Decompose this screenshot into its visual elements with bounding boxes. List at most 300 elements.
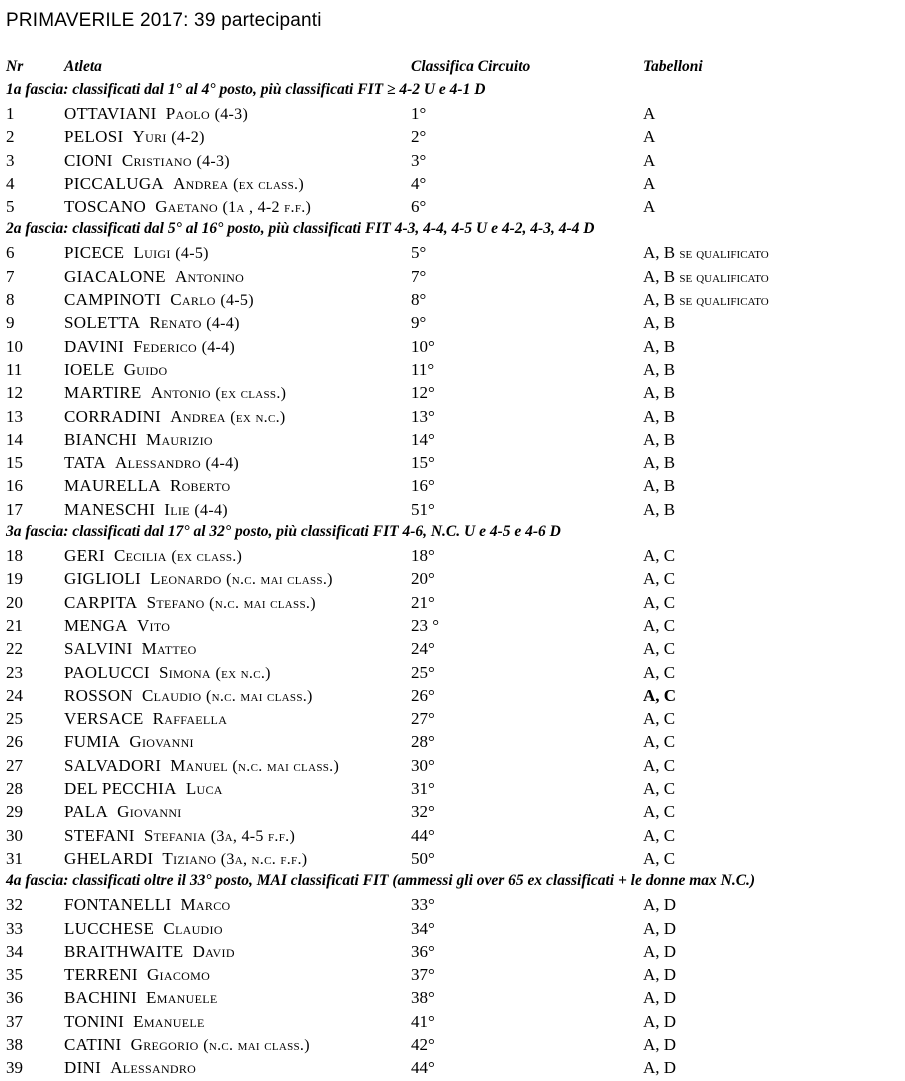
row-nr: 1 <box>6 104 15 123</box>
circuit-rank: 44° <box>411 825 435 845</box>
tabelloni-draws: A, B <box>643 266 676 286</box>
fascia-heading: 2a fascia: classificati dal 5° al 16° posto, più classificati FIT 4-3, 4-4, 4-5 U e 4-2, 4-3, 4-4 D <box>6 220 595 238</box>
table-row <box>0 685 905 708</box>
athlete-note: (n.c. mai class.) <box>203 1036 310 1054</box>
row-nr: 38 <box>6 1034 23 1054</box>
row-nr: 3 <box>6 150 15 170</box>
athlete-first-name: Alessandro <box>110 1058 197 1078</box>
athlete-last-name: GIACALONE <box>64 266 166 286</box>
athlete-name <box>64 266 244 288</box>
table-row <box>0 196 905 219</box>
athlete-name <box>64 662 271 685</box>
table-row <box>0 755 905 778</box>
athlete-note: (3a, n.c. f.f.) <box>220 850 308 868</box>
header-classifica: Classifica Circuito <box>411 58 531 75</box>
tabelloni-value <box>643 545 675 567</box>
row-nr: 16 <box>6 476 23 496</box>
athlete-note: (ex class.) <box>171 548 243 566</box>
athlete-note: (4-4) <box>205 455 240 473</box>
tabelloni-value <box>643 103 655 125</box>
table-row <box>0 708 905 731</box>
tabelloni-value <box>643 801 675 823</box>
circuit-rank: 21° <box>411 592 435 612</box>
tabelloni-draws: A, D <box>643 988 677 1008</box>
athlete-name <box>64 475 230 497</box>
table-row <box>0 941 905 964</box>
tabelloni-value <box>643 638 675 660</box>
row-nr: 10 <box>6 336 23 356</box>
tabelloni-value <box>643 1057 676 1079</box>
athlete-last-name: PICECE <box>64 243 125 263</box>
athlete-first-name: Claudio <box>163 918 223 938</box>
tabelloni-draws: A, B <box>643 290 676 310</box>
table-row <box>0 918 905 941</box>
athlete-last-name: DINI <box>64 1058 102 1078</box>
circuit-rank: 37° <box>411 965 435 985</box>
athlete-note: (n.c. mai class.) <box>226 571 333 589</box>
athlete-last-name: BIANCHI <box>64 429 137 449</box>
tabelloni-value <box>643 429 675 451</box>
row-nr: 24 <box>6 685 23 705</box>
row-nr: 8 <box>6 290 15 310</box>
athlete-last-name: DEL PECCHIA <box>64 779 177 799</box>
tabelloni-draws: A, B <box>643 476 676 496</box>
circuit-rank: 30° <box>411 755 435 775</box>
athlete-first-name: Simona <box>158 662 211 682</box>
athlete-note: (4-4) <box>201 338 236 356</box>
circuit-rank: 18° <box>411 546 435 566</box>
circuit-rank: 1° <box>411 104 427 123</box>
tabelloni-note: se qualificato <box>679 268 769 286</box>
tabelloni-draws: A, B <box>643 429 676 449</box>
athlete-first-name: Renato <box>149 313 202 333</box>
circuit-rank: 20° <box>411 569 435 589</box>
athlete-name <box>64 755 339 778</box>
table-row <box>0 825 905 848</box>
circuit-rank: 25° <box>411 662 435 682</box>
table-row <box>0 499 905 522</box>
tabelloni-draws: A, C <box>643 755 676 775</box>
tabelloni-draws: A, C <box>643 639 676 659</box>
athlete-first-name: Alessandro <box>115 453 201 473</box>
circuit-rank: 7° <box>411 266 427 286</box>
row-nr: 18 <box>6 546 23 566</box>
tabelloni-value <box>643 778 675 800</box>
circuit-rank: 5° <box>411 243 427 263</box>
athlete-first-name: Vito <box>136 615 171 635</box>
athlete-first-name: Stefania <box>143 825 207 845</box>
athlete-first-name: Matteo <box>141 639 197 659</box>
athlete-last-name: CIONI <box>64 150 113 170</box>
athlete-last-name: GERI <box>64 546 105 566</box>
athlete-name <box>64 1057 196 1079</box>
athlete-name <box>64 941 235 963</box>
athlete-first-name: Maurizio <box>146 429 213 449</box>
athlete-last-name: SALVADORI <box>64 755 162 775</box>
tabelloni-draws: A, B <box>643 243 676 263</box>
circuit-rank: 34° <box>411 918 435 938</box>
row-nr: 39 <box>6 1058 23 1078</box>
tabelloni-draws: A, B <box>643 499 676 519</box>
athlete-note: (4-4) <box>194 501 228 519</box>
tabelloni-value <box>643 475 675 497</box>
athlete-name <box>64 126 205 149</box>
tabelloni-value <box>643 359 675 381</box>
tabelloni-draws: A, D <box>643 941 677 961</box>
tabelloni-draws: A, D <box>643 918 677 938</box>
tabelloni-draws: A, C <box>643 802 676 822</box>
athlete-first-name: Roberto <box>169 476 231 496</box>
athlete-name <box>64 987 218 1009</box>
athlete-first-name: Antonino <box>174 266 245 286</box>
athlete-first-name: Luca <box>185 779 223 799</box>
circuit-rank: 23 ° <box>411 615 440 635</box>
circuit-rank: 26° <box>411 685 435 705</box>
athlete-name <box>64 406 286 429</box>
row-nr: 25 <box>6 709 23 729</box>
tabelloni-draws: A <box>643 150 656 170</box>
tabelloni-value <box>643 964 676 986</box>
table-header <box>0 58 905 80</box>
tabelloni-draws: A, D <box>643 1011 677 1031</box>
circuit-rank: 3° <box>411 150 427 170</box>
circuit-rank: 11° <box>411 359 435 379</box>
tabelloni-draws: A, C <box>643 825 676 845</box>
athlete-last-name: MANESCHI <box>64 499 156 519</box>
tabelloni-draws: A, D <box>643 1034 677 1054</box>
table-row <box>0 150 905 173</box>
circuit-rank: 27° <box>411 709 435 729</box>
circuit-rank: 24° <box>411 639 435 659</box>
fascia-heading: 4a fascia: classificati oltre il 33° posto, MAI classificati FIT (ammessi gli over 65 ex classificati + le donne max N.C.) <box>6 872 756 890</box>
athlete-last-name: PALA <box>64 802 109 822</box>
tabelloni-value <box>643 894 676 916</box>
row-nr: 27 <box>6 755 23 775</box>
athlete-name <box>64 685 313 708</box>
athlete-name <box>64 429 213 451</box>
table-row <box>0 778 905 801</box>
tabelloni-draws: A, D <box>643 895 677 915</box>
athlete-first-name: Emanuele <box>146 988 218 1008</box>
athlete-last-name: FUMIA <box>64 732 121 752</box>
table-row <box>0 312 905 335</box>
tabelloni-draws: A <box>643 104 656 123</box>
table-row <box>0 406 905 429</box>
athlete-name <box>64 103 248 126</box>
circuit-rank: 36° <box>411 941 435 961</box>
athlete-last-name: IOELE <box>64 359 115 379</box>
athlete-note: (ex class.) <box>233 175 304 193</box>
tabelloni-value <box>643 568 675 590</box>
participants-table <box>0 80 905 1081</box>
athlete-name <box>64 801 182 823</box>
athlete-last-name: MENGA <box>64 615 128 635</box>
athlete-first-name: Raffaella <box>152 709 228 729</box>
table-row <box>0 1057 905 1080</box>
athlete-first-name: Claudio <box>142 685 202 705</box>
row-nr: 9 <box>6 313 15 333</box>
tabelloni-draws: A, C <box>643 732 676 752</box>
table-row <box>0 266 905 289</box>
athlete-last-name: BRAITHWAITE <box>64 941 184 961</box>
circuit-rank: 31° <box>411 779 435 799</box>
athlete-last-name: MAURELLA <box>64 476 161 496</box>
table-row <box>0 801 905 824</box>
table-row <box>0 382 905 405</box>
athlete-name <box>64 731 194 753</box>
tabelloni-draws: A, C <box>643 569 676 589</box>
circuit-rank: 2° <box>411 127 427 147</box>
tabelloni-value <box>643 336 675 358</box>
circuit-rank: 12° <box>411 383 435 403</box>
row-nr: 26 <box>6 732 23 752</box>
tabelloni-value <box>643 987 676 1009</box>
tabelloni-value <box>643 918 676 940</box>
tabelloni-draws: A, B <box>643 359 676 379</box>
tabelloni-value <box>643 731 675 753</box>
athlete-note: (4-2) <box>171 129 205 147</box>
table-row <box>0 568 905 591</box>
tabelloni-draws: A, C <box>643 685 677 705</box>
athlete-name <box>64 289 254 312</box>
athlete-name <box>64 1034 310 1057</box>
row-nr: 28 <box>6 779 23 799</box>
athlete-note: (n.c. mai class.) <box>232 757 340 775</box>
table-row <box>0 662 905 685</box>
athlete-last-name: TERRENI <box>64 965 138 985</box>
row-nr: 35 <box>6 965 23 985</box>
header-atleta: Atleta <box>64 58 102 75</box>
tabelloni-note: se qualificato <box>679 292 769 310</box>
tabelloni-draws: A, C <box>643 615 676 635</box>
athlete-name <box>64 196 311 219</box>
athlete-first-name: Gregorio <box>130 1034 199 1054</box>
row-nr: 15 <box>6 453 23 473</box>
athlete-first-name: Leonardo <box>150 569 222 589</box>
tabelloni-value <box>643 1011 676 1033</box>
circuit-rank: 13° <box>411 406 435 426</box>
athlete-first-name: Ilie <box>164 499 190 519</box>
tabelloni-draws: A, D <box>643 1058 677 1078</box>
header-nr: Nr <box>6 58 24 75</box>
tabelloni-note: se qualificato <box>679 245 769 263</box>
table-row <box>0 848 905 871</box>
tabelloni-value <box>643 685 676 707</box>
row-nr: 36 <box>6 988 23 1008</box>
tabelloni-draws: A, B <box>643 313 676 333</box>
tabelloni-value <box>643 173 655 195</box>
circuit-rank: 42° <box>411 1034 435 1054</box>
table-row <box>0 545 905 568</box>
athlete-note: (3a, 4-5 f.f.) <box>210 827 296 845</box>
table-row <box>0 429 905 452</box>
athlete-name <box>64 592 316 615</box>
athlete-name <box>64 615 170 637</box>
circuit-rank: 33° <box>411 895 435 915</box>
tabelloni-draws: A, C <box>643 546 676 566</box>
circuit-rank: 50° <box>411 848 435 868</box>
athlete-name <box>64 242 209 265</box>
tabelloni-value <box>643 406 675 428</box>
table-row <box>0 475 905 498</box>
athlete-note: (4-4) <box>206 315 240 333</box>
athlete-last-name: CARPITA <box>64 592 138 612</box>
row-nr: 5 <box>6 197 15 217</box>
athlete-note: (n.c. mai class.) <box>209 594 316 612</box>
athlete-first-name: Yuri <box>132 127 167 147</box>
row-nr: 34 <box>6 941 23 961</box>
athlete-last-name: ROSSON <box>64 685 133 705</box>
tabelloni-value <box>643 266 769 289</box>
circuit-rank: 38° <box>411 988 435 1008</box>
athlete-first-name: Carlo <box>170 290 216 310</box>
table-row <box>0 894 905 917</box>
athlete-note: (ex n.c.) <box>230 408 286 426</box>
athlete-first-name: Federico <box>133 336 198 356</box>
tabelloni-draws: A, C <box>643 592 676 612</box>
athlete-name <box>64 150 230 173</box>
tabelloni-value <box>643 382 675 404</box>
circuit-rank: 8° <box>411 290 427 310</box>
circuit-rank: 14° <box>411 429 435 449</box>
row-nr: 13 <box>6 406 23 426</box>
athlete-note: (4-3) <box>196 152 230 170</box>
tabelloni-value <box>643 708 675 730</box>
row-nr: 33 <box>6 918 23 938</box>
athlete-last-name: GHELARDI <box>64 848 154 868</box>
athlete-last-name: GIGLIOLI <box>64 569 141 589</box>
athlete-first-name: Luigi <box>133 243 171 263</box>
tabelloni-value <box>643 848 675 870</box>
table-row <box>0 638 905 661</box>
tabelloni-value <box>643 499 675 521</box>
circuit-rank: 6° <box>411 197 427 217</box>
athlete-name <box>64 638 197 660</box>
table-row <box>0 289 905 312</box>
athlete-first-name: Marco <box>180 895 231 915</box>
row-nr: 2 <box>6 127 15 147</box>
athlete-first-name: Andrea <box>170 406 226 426</box>
tabelloni-value <box>643 126 655 148</box>
athlete-name <box>64 545 242 568</box>
tabelloni-draws: A <box>643 127 656 147</box>
athlete-name <box>64 894 230 916</box>
athlete-first-name: Giovanni <box>117 802 182 822</box>
athlete-last-name: TATA <box>64 453 106 473</box>
athlete-last-name: SALVINI <box>64 639 133 659</box>
tabelloni-draws: A <box>643 173 656 193</box>
circuit-rank: 15° <box>411 453 435 473</box>
athlete-note: (ex class.) <box>215 385 287 403</box>
tabelloni-draws: A, C <box>643 709 676 729</box>
athlete-last-name: CORRADINI <box>64 406 162 426</box>
tabelloni-draws: A, B <box>643 406 676 426</box>
page-title: PRIMAVERILE 2017: 39 partecipanti <box>6 10 322 31</box>
athlete-name <box>64 918 223 940</box>
table-row <box>0 173 905 196</box>
table-row <box>0 987 905 1010</box>
tabelloni-value <box>643 662 675 684</box>
athlete-first-name: Antonio <box>150 383 211 403</box>
header-tabelloni: Tabelloni <box>643 58 703 75</box>
athlete-note: (4-5) <box>220 292 254 310</box>
athlete-first-name: Cecilia <box>113 546 167 566</box>
athlete-last-name: DAVINI <box>64 336 125 356</box>
tabelloni-value <box>643 196 655 218</box>
row-nr: 6 <box>6 243 15 263</box>
athlete-last-name: CATINI <box>64 1034 122 1054</box>
tabelloni-value <box>643 615 675 637</box>
athlete-name <box>64 964 210 986</box>
athlete-last-name: BACHINI <box>64 988 137 1008</box>
tabelloni-value <box>643 312 675 334</box>
table-row <box>0 1011 905 1034</box>
circuit-rank: 41° <box>411 1011 435 1031</box>
athlete-first-name: Gaetano <box>155 197 218 217</box>
athlete-name <box>64 359 167 381</box>
row-nr: 20 <box>6 592 23 612</box>
circuit-rank: 10° <box>411 336 435 356</box>
tabelloni-value <box>643 755 675 777</box>
athlete-first-name: Giovanni <box>129 732 194 752</box>
athlete-note: (1a , 4-2 f.f.) <box>222 199 312 217</box>
tabelloni-draws: A, C <box>643 779 676 799</box>
athlete-last-name: PELOSI <box>64 127 124 147</box>
row-nr: 31 <box>6 848 23 868</box>
table-row <box>0 126 905 149</box>
athlete-first-name: David <box>192 941 235 961</box>
athlete-last-name: TONINI <box>64 1011 125 1031</box>
table-row <box>0 103 905 126</box>
athlete-last-name: PICCALUGA <box>64 173 164 193</box>
circuit-rank: 4° <box>411 173 427 193</box>
athlete-first-name: Giacomo <box>146 965 211 985</box>
athlete-first-name: Paolo <box>165 104 211 123</box>
table-row <box>0 452 905 475</box>
tabelloni-value <box>643 452 675 474</box>
athlete-name <box>64 568 333 591</box>
athlete-last-name: SOLETTA <box>64 313 141 333</box>
fascia-heading: 3a fascia: classificati dal 17° al 32° posto, più classificati FIT 4-6, N.C. U e 4-5 e 4-6 D <box>6 523 561 541</box>
row-nr: 37 <box>6 1011 23 1031</box>
athlete-name <box>64 312 240 335</box>
row-nr: 14 <box>6 429 23 449</box>
tabelloni-value <box>643 289 769 312</box>
table-row <box>0 731 905 754</box>
athlete-name <box>64 825 295 848</box>
athlete-first-name: Tiziano <box>162 848 217 868</box>
athlete-name <box>64 778 223 800</box>
athlete-name <box>64 452 239 475</box>
athlete-name <box>64 1011 205 1033</box>
athlete-name <box>64 848 307 871</box>
table-row <box>0 1034 905 1057</box>
row-nr: 21 <box>6 615 23 635</box>
athlete-first-name: Guido <box>123 359 168 379</box>
fascia-heading: 1a fascia: classificati dal 1° al 4° posto, più classificati FIT ≥ 4-2 U e 4-1 D <box>6 81 486 98</box>
athlete-last-name: MARTIRE <box>64 383 142 403</box>
row-nr: 22 <box>6 639 23 659</box>
tabelloni-value <box>643 592 675 614</box>
tabelloni-value <box>643 150 655 172</box>
athlete-first-name: Cristiano <box>121 150 192 170</box>
table-row <box>0 615 905 638</box>
athlete-note: (4-5) <box>175 245 209 263</box>
athlete-name <box>64 708 227 730</box>
table-row <box>0 964 905 987</box>
athlete-first-name: Manuel <box>170 755 228 775</box>
athlete-name <box>64 173 304 196</box>
